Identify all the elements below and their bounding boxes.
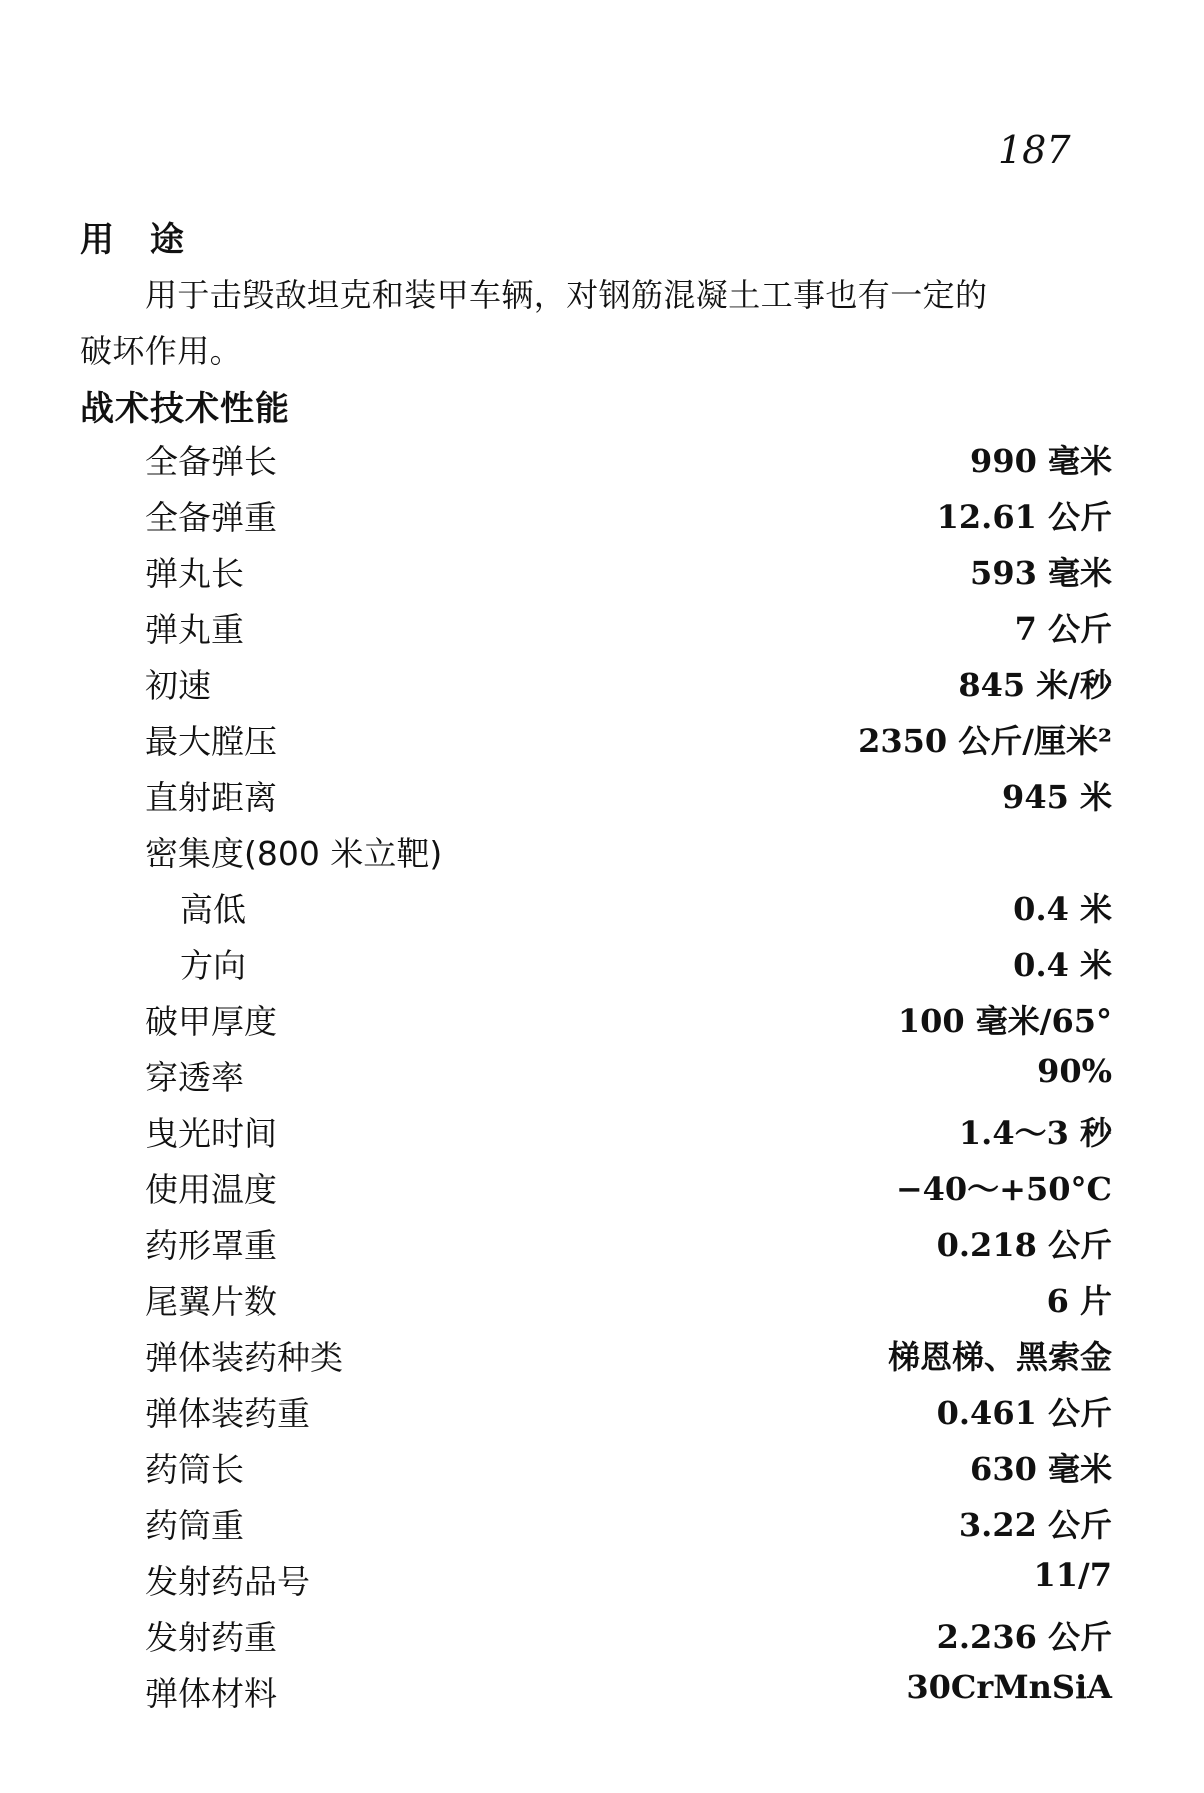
spec-name: 高低 [180, 890, 246, 929]
usage-text-line-1: 用于击毁敌坦克和装甲车辆，对钢筋混凝土工事也有一定的 [145, 276, 988, 314]
spec-row [0, 1332, 1204, 1388]
spec-row [0, 604, 1204, 660]
spec-value: 990 毫米 [970, 442, 1112, 480]
spec-value: 2350 公斤/厘米² [858, 722, 1112, 760]
spec-value: 630 毫米 [970, 1450, 1112, 1488]
specs-heading: 战术技术性能 [80, 389, 290, 429]
spec-name: 尾翼片数 [145, 1282, 277, 1321]
spec-row [0, 1612, 1204, 1668]
spec-value: 0.4 米 [1013, 890, 1112, 928]
spec-row [0, 1444, 1204, 1500]
spec-row [0, 1108, 1204, 1164]
spec-value: 945 米 [1002, 778, 1112, 816]
page-number: 187 [998, 128, 1071, 172]
spec-value: 90% [1037, 1052, 1112, 1090]
spec-row [0, 940, 1204, 996]
spec-row [0, 1276, 1204, 1332]
spec-name: 弹丸长 [145, 554, 244, 593]
spec-value: 2.236 公斤 [936, 1618, 1112, 1656]
spec-value: 11/7 [1033, 1556, 1112, 1594]
spec-name: 全备弹重 [145, 498, 277, 537]
spec-name: 曳光时间 [145, 1114, 277, 1153]
spec-name: 弹体装药种类 [145, 1338, 343, 1377]
spec-name: 最大膛压 [145, 722, 277, 761]
spec-name: 使用温度 [145, 1170, 277, 1209]
spec-name: 方向 [180, 946, 246, 985]
spec-row [0, 884, 1204, 940]
spec-value: 7 公斤 [1014, 610, 1112, 648]
spec-row [0, 828, 1204, 884]
spec-row [0, 1388, 1204, 1444]
spec-row [0, 996, 1204, 1052]
spec-value: 12.61 公斤 [936, 498, 1112, 536]
spec-value: 梯恩梯、黑索金 [887, 1338, 1112, 1376]
spec-value: 593 毫米 [970, 554, 1112, 592]
spec-row [0, 1164, 1204, 1220]
spec-row [0, 1556, 1204, 1612]
spec-row [0, 660, 1204, 716]
spec-row [0, 548, 1204, 604]
specs-table [0, 436, 1204, 1724]
spec-value: −40～+50°C [895, 1170, 1112, 1208]
spec-value: 0.461 公斤 [936, 1394, 1112, 1432]
spec-name: 药筒长 [145, 1450, 244, 1489]
spec-name: 弹体材料 [145, 1674, 277, 1713]
spec-name: 发射药重 [145, 1618, 277, 1657]
spec-value: 100 毫米/65° [897, 1002, 1112, 1040]
spec-name: 弹丸重 [145, 610, 244, 649]
spec-value: 1.4～3 秒 [958, 1114, 1112, 1152]
spec-row [0, 716, 1204, 772]
spec-name: 穿透率 [145, 1058, 244, 1097]
spec-row [0, 772, 1204, 828]
spec-row [0, 1052, 1204, 1108]
spec-row [0, 1500, 1204, 1556]
spec-value: 3.22 公斤 [958, 1506, 1112, 1544]
usage-heading: 用 途 [80, 220, 185, 260]
spec-name: 初速 [145, 666, 211, 705]
spec-name: 破甲厚度 [145, 1002, 277, 1041]
spec-row [0, 436, 1204, 492]
usage-text-line-2: 破坏作用。 [80, 332, 243, 370]
spec-value: 30CrMnSiA [906, 1668, 1112, 1706]
spec-name: 密集度(800 米立靶) [145, 834, 443, 873]
spec-row [0, 1668, 1204, 1724]
spec-name: 弹体装药重 [145, 1394, 310, 1433]
spec-name: 全备弹长 [145, 442, 277, 481]
spec-value: 0.218 公斤 [936, 1226, 1112, 1264]
spec-value: 0.4 米 [1013, 946, 1112, 984]
spec-name: 发射药品号 [145, 1562, 310, 1601]
spec-name: 直射距离 [145, 778, 277, 817]
spec-name: 药筒重 [145, 1506, 244, 1545]
spec-name: 药形罩重 [145, 1226, 277, 1265]
spec-row [0, 492, 1204, 548]
spec-value: 845 米/秒 [958, 666, 1112, 704]
spec-row [0, 1220, 1204, 1276]
spec-value: 6 片 [1046, 1282, 1112, 1320]
